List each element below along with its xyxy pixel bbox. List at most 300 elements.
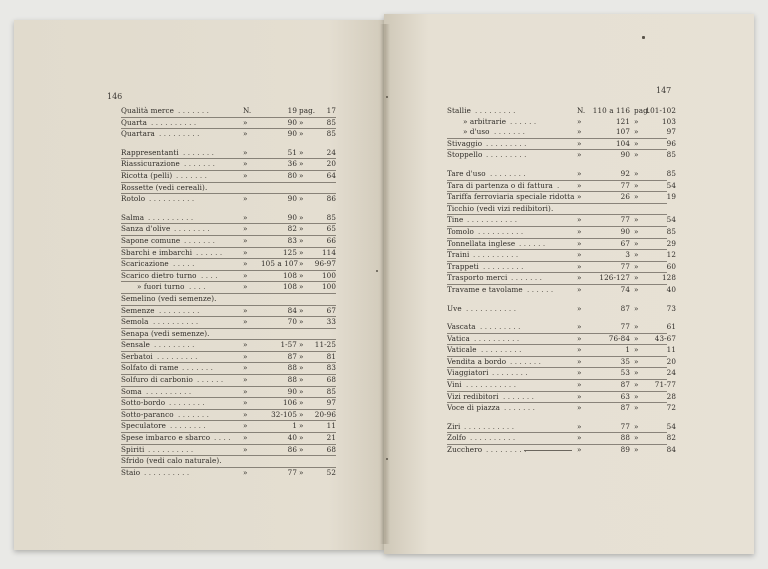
page-marker: » xyxy=(299,340,304,350)
dot-leader: . xyxy=(557,180,560,190)
entry-page: 67 xyxy=(326,305,336,315)
entry-term: Stallie xyxy=(447,106,471,115)
index-entry xyxy=(121,129,336,140)
entry-term: Sotto-paranco xyxy=(121,409,174,419)
page-marker: » xyxy=(634,215,639,225)
entry-number: 121 xyxy=(615,116,630,126)
dot-leader: . . . . . . . . . xyxy=(483,261,524,271)
entry-page: 28 xyxy=(666,391,676,401)
index-entry xyxy=(447,403,676,414)
entry-number-marker: » xyxy=(577,215,582,225)
entry-page: 97 xyxy=(666,127,676,137)
entry-number: 88 xyxy=(620,433,630,443)
section-gap xyxy=(447,314,667,322)
entry-number-marker: » xyxy=(577,380,582,390)
entry-page: 33 xyxy=(326,317,336,327)
entry-number-marker: » xyxy=(243,159,248,169)
entry-page: 85 xyxy=(326,212,336,222)
index-entry xyxy=(121,421,336,433)
page-marker: » xyxy=(634,445,639,455)
entry-page: 68 xyxy=(326,444,336,454)
entry-number: 106 xyxy=(282,398,297,408)
dot-leader: . . . . . . . . . . . xyxy=(464,421,515,431)
right-page xyxy=(384,14,754,554)
entry-term: Tomolo xyxy=(447,226,474,236)
index-entry xyxy=(121,213,336,225)
entry-term: Sbarchi e imbarchi xyxy=(121,247,193,257)
entry-page: 101-102 xyxy=(645,106,676,115)
entry-term: Quarta xyxy=(121,117,148,127)
entry-term: Ticchio (vedi vizi redibitori). xyxy=(447,203,554,213)
entry-page: 24 xyxy=(326,147,336,157)
page-marker: » xyxy=(299,398,304,408)
entry-number: 89 xyxy=(620,445,630,455)
entry-number: 63 xyxy=(620,391,630,401)
page-marker: » xyxy=(634,284,639,294)
entry-term: Scarico dietro turno xyxy=(121,270,197,280)
entry-page: 114 xyxy=(321,247,336,257)
entry-number: 90 xyxy=(287,194,297,204)
index-entry xyxy=(447,303,676,315)
page-marker: pag. xyxy=(634,106,651,115)
index-entry xyxy=(121,159,336,171)
entry-number-marker: » xyxy=(577,322,582,332)
dot-leader: . . . . . xyxy=(173,259,195,269)
entry-number: 110 a 116 xyxy=(592,106,630,115)
page-marker: » xyxy=(299,129,304,139)
entry-number: 53 xyxy=(620,368,630,378)
page-marker: » xyxy=(634,127,639,137)
entry-term: Solfato di rame xyxy=(121,363,179,373)
entry-term: Quartara xyxy=(121,129,155,139)
entry-page: 65 xyxy=(326,224,336,234)
section-gap xyxy=(121,205,336,213)
entry-number: 90 xyxy=(287,386,297,396)
entry-number-marker: » xyxy=(577,303,582,313)
entry-number-marker: » xyxy=(577,403,582,413)
entry-number: 90 xyxy=(620,150,630,160)
entry-term: Tara di partenza o di fattura xyxy=(447,180,553,190)
dot-leader: . . . . . . . . . . xyxy=(151,117,197,127)
entry-page: 85 xyxy=(666,168,676,178)
dot-leader: . . . . . . . . . xyxy=(486,150,527,160)
dot-leader: . . . . . . . . xyxy=(492,368,528,378)
index-entry xyxy=(447,322,676,334)
entry-number: 67 xyxy=(620,238,630,248)
entry-number: 77 xyxy=(620,322,630,332)
dot-leader: . . . . . . xyxy=(196,247,223,257)
entry-term: Vendita a bordo xyxy=(447,356,507,366)
entry-number: 82 xyxy=(287,224,297,234)
entry-number-marker: » xyxy=(243,224,248,234)
index-entry xyxy=(121,271,336,283)
entry-term: Soma xyxy=(121,386,142,396)
entry-number: 87 xyxy=(620,403,630,413)
page-marker: » xyxy=(299,147,304,157)
entry-term: » fuori turno xyxy=(137,282,185,292)
entry-page: 85 xyxy=(666,226,676,236)
index-entry xyxy=(121,148,336,160)
book-gutter xyxy=(380,24,390,544)
entry-page: 64 xyxy=(326,170,336,180)
index-entry xyxy=(121,398,336,410)
entry-number: 90 xyxy=(287,117,297,127)
page-marker: » xyxy=(634,433,639,443)
entry-page: 100 xyxy=(321,282,336,292)
page-marker: » xyxy=(299,235,304,245)
page-marker: » xyxy=(299,212,304,222)
page-marker: » xyxy=(634,150,639,160)
entry-page: 86 xyxy=(326,194,336,204)
page-marker: pag. xyxy=(299,106,316,115)
entry-page: 29 xyxy=(666,238,676,248)
entry-page: 71-77 xyxy=(654,380,676,390)
index-entry xyxy=(121,468,336,479)
index-entry xyxy=(121,183,336,195)
index-entry xyxy=(121,236,336,248)
entry-page: 96 xyxy=(666,138,676,148)
dot-leader: . . . . . . . . . . xyxy=(470,433,516,443)
index-entry xyxy=(447,421,676,434)
page-marker: » xyxy=(299,317,304,327)
entry-number: 77 xyxy=(620,180,630,190)
dot-leader: . . . . . . . . . xyxy=(159,129,200,139)
entry-term: Ricotta (pelli) xyxy=(121,170,173,180)
index-entry xyxy=(121,306,336,318)
entry-term: Vatica xyxy=(447,333,470,343)
entry-page: 82 xyxy=(666,433,676,443)
entry-number: 88 xyxy=(287,363,297,373)
page-marker: » xyxy=(299,409,304,419)
entry-number: 105 a 107 xyxy=(261,259,299,269)
entry-number-marker: » xyxy=(577,226,582,236)
dot-leader: . . . . . . . xyxy=(494,127,526,137)
page-marker: » xyxy=(634,368,639,378)
entry-term: Zucchero xyxy=(447,445,483,455)
entry-page: 20-96 xyxy=(314,409,336,419)
entry-number-marker: » xyxy=(243,247,248,257)
dot-leader: . . . . . . xyxy=(510,116,537,126)
index-entry xyxy=(447,333,676,346)
entry-number-marker: » xyxy=(243,340,248,350)
entry-number-marker: » xyxy=(243,194,248,204)
entry-number-marker: » xyxy=(577,345,582,355)
entry-term: Trasporto merci xyxy=(447,273,508,283)
index-entry xyxy=(447,391,676,404)
page-marker: » xyxy=(299,282,304,292)
index-entry xyxy=(447,380,676,392)
dot-leader: . . . . . . . xyxy=(178,409,210,419)
entry-number: 36 xyxy=(287,159,297,169)
page-marker: » xyxy=(299,351,304,361)
dot-leader: . . . . . . . xyxy=(183,147,215,157)
entry-term: Sotto-bordo xyxy=(121,398,166,408)
entry-number-marker: » xyxy=(577,368,582,378)
entry-term: Tariffa ferroviaria speciale ridotta xyxy=(447,192,575,202)
entry-term: Viaggiatori xyxy=(447,368,489,378)
entry-term: Scaricazione xyxy=(121,259,169,269)
index-entry xyxy=(121,282,336,294)
index-entry xyxy=(121,387,336,399)
dot-leader: . . . . . . . xyxy=(182,363,214,373)
page-marker: » xyxy=(634,250,639,260)
paper-speck xyxy=(376,270,378,272)
entry-term: Sensale xyxy=(121,340,151,350)
entry-page: 68 xyxy=(326,375,336,385)
entry-number-marker: N. xyxy=(243,106,252,115)
dot-leader: . . . . . . . xyxy=(176,170,208,180)
page-marker: » xyxy=(299,259,304,269)
entry-term: Tonnellata inglese xyxy=(447,238,516,248)
section-gap xyxy=(447,296,667,304)
page-marker: » xyxy=(299,159,304,169)
entry-page: 97 xyxy=(326,398,336,408)
dot-leader: . . . . . . . xyxy=(504,403,536,413)
entry-number-marker: » xyxy=(577,180,582,190)
entry-term: Travame e tavolame xyxy=(447,284,523,294)
entry-page: 54 xyxy=(666,215,676,225)
index-entry xyxy=(121,375,336,387)
entry-number: 126-127 xyxy=(599,273,630,283)
dot-leader: . . . . . . . xyxy=(184,235,216,245)
dot-leader: . . . . . . . . . . xyxy=(148,212,194,222)
entry-number-marker: » xyxy=(243,317,248,327)
page-marker: » xyxy=(299,270,304,280)
entry-page: 85 xyxy=(666,150,676,160)
index-entry xyxy=(121,445,336,457)
entry-term: Uve xyxy=(447,303,462,313)
page-marker: » xyxy=(634,261,639,271)
dot-leader: . . . . xyxy=(214,433,231,443)
index-entry xyxy=(447,345,676,357)
entry-term: Qualità merce xyxy=(121,106,174,115)
entry-number-marker: » xyxy=(577,356,582,366)
dot-leader: . . . . . . . . . . xyxy=(474,333,520,343)
entry-number-marker: » xyxy=(577,127,582,137)
entry-page: 43-67 xyxy=(654,333,676,343)
entry-term: Semelino (vedi semenze). xyxy=(121,293,217,303)
index-entry xyxy=(121,106,336,118)
entry-term: Speculatore xyxy=(121,421,167,431)
entry-number: 86 xyxy=(287,444,297,454)
entry-number-marker: » xyxy=(577,168,582,178)
entry-number-marker: » xyxy=(577,250,582,260)
entry-term: Traini xyxy=(447,250,470,260)
section-gap xyxy=(121,140,336,148)
entry-page: 72 xyxy=(666,403,676,413)
entry-number-marker: » xyxy=(243,444,248,454)
entry-term: Senapa (vedi semenze). xyxy=(121,328,210,338)
entry-number-marker: » xyxy=(577,150,582,160)
index-list xyxy=(447,106,676,456)
page-marker: » xyxy=(299,363,304,373)
index-entry xyxy=(447,180,676,193)
entry-term: Trappeti xyxy=(447,261,479,271)
entry-page: 96-97 xyxy=(314,259,336,269)
entry-page: 66 xyxy=(326,235,336,245)
entry-number-marker: » xyxy=(577,192,582,202)
entry-number: 1 xyxy=(625,345,630,355)
dot-leader: . . . . . . . xyxy=(178,106,210,115)
dot-leader: . . . . . . . . . xyxy=(480,322,521,332)
dot-leader: . . . . . . . . xyxy=(169,398,205,408)
entry-number: 77 xyxy=(287,467,297,477)
entry-page: 85 xyxy=(326,129,336,139)
page-marker: » xyxy=(299,117,304,127)
entry-number-marker: » xyxy=(243,259,248,269)
entry-page: 54 xyxy=(666,180,676,190)
entry-number: 26 xyxy=(620,192,630,202)
entry-number-marker: N. xyxy=(577,106,586,115)
index-entry xyxy=(447,226,676,239)
entry-page: 103 xyxy=(661,116,676,126)
section-gap xyxy=(447,414,667,422)
page-marker: » xyxy=(299,386,304,396)
entry-page: 21 xyxy=(326,433,336,443)
dot-leader: . . . . . . . . . . xyxy=(148,444,194,454)
entry-term: Vaticale xyxy=(447,345,477,355)
page-marker: » xyxy=(634,138,639,148)
entry-page: 83 xyxy=(326,363,336,373)
entry-term: Spiriti xyxy=(121,444,145,454)
entry-term: Sapone comune xyxy=(121,235,181,245)
index-entry xyxy=(121,456,336,468)
entry-page: 17 xyxy=(326,106,336,115)
dot-leader: . . . . . . xyxy=(519,238,546,248)
entry-page: 100 xyxy=(321,270,336,280)
entry-page: 81 xyxy=(326,351,336,361)
dot-leader: . . . . . . . . . xyxy=(154,340,195,350)
index-entry xyxy=(447,204,667,216)
entry-number: 77 xyxy=(620,261,630,271)
entry-term: Ziri xyxy=(447,421,461,431)
page-marker: » xyxy=(634,226,639,236)
entry-term: Salma xyxy=(121,212,145,222)
entry-number-marker: » xyxy=(243,282,248,292)
entry-number: 104 xyxy=(615,138,630,148)
dot-leader: . . . . . . . . . xyxy=(481,345,522,355)
index-entry xyxy=(121,294,336,306)
page-marker: » xyxy=(299,170,304,180)
index-entry xyxy=(121,317,336,329)
dot-leader: . . . . . . . . xyxy=(174,224,210,234)
dot-leader: . . . . . . . xyxy=(184,159,216,169)
entry-number: 107 xyxy=(615,127,630,137)
entry-number-marker: » xyxy=(243,409,248,419)
entry-number-marker: » xyxy=(243,467,248,477)
index-entry xyxy=(447,138,676,151)
entry-number: 51 xyxy=(287,147,297,157)
entry-number: 1 xyxy=(292,421,297,431)
page-marker: » xyxy=(634,180,639,190)
entry-number-marker: » xyxy=(577,333,582,343)
entry-number-marker: » xyxy=(243,147,248,157)
entry-page: 11-25 xyxy=(314,340,336,350)
entry-number-marker: » xyxy=(243,375,248,385)
index-entry xyxy=(447,433,676,445)
page-marker: » xyxy=(299,194,304,204)
entry-number-marker: » xyxy=(577,421,582,431)
entry-number-marker: » xyxy=(243,117,248,127)
index-entry xyxy=(121,329,336,341)
entry-term: Semenze xyxy=(121,305,155,315)
entry-term: Tare d'uso xyxy=(447,168,486,178)
entry-number-marker: » xyxy=(577,273,582,283)
index-entry xyxy=(447,168,676,181)
entry-term: » d'uso xyxy=(463,127,490,137)
entry-term: » arbitrarie xyxy=(463,116,507,126)
entry-term: Tine xyxy=(447,215,464,225)
page-marker: » xyxy=(634,238,639,248)
entry-number: 74 xyxy=(620,284,630,294)
entry-number-marker: » xyxy=(243,421,248,431)
entry-number-marker: » xyxy=(243,129,248,139)
index-entry xyxy=(447,150,676,161)
section-gap xyxy=(447,161,667,169)
entry-page: 12 xyxy=(666,250,676,260)
entry-number: 77 xyxy=(620,215,630,225)
entry-page: 60 xyxy=(666,261,676,271)
entry-number-marker: » xyxy=(243,270,248,280)
page-marker: » xyxy=(634,273,639,283)
entry-term: Voce di piazza xyxy=(447,403,501,413)
dot-leader: . . . . . . . . . xyxy=(475,106,516,115)
page-marker: » xyxy=(634,391,639,401)
dot-leader: . . . . . . . . . xyxy=(486,445,527,455)
entry-number: 90 xyxy=(287,129,297,139)
entry-term: Rotolo xyxy=(121,194,146,204)
index-entry xyxy=(447,116,676,128)
page-marker: » xyxy=(634,356,639,366)
entry-number-marker: » xyxy=(243,363,248,373)
entry-number: 90 xyxy=(287,212,297,222)
index-entry xyxy=(121,340,336,352)
entry-term: Spese imbarco e sbarco xyxy=(121,433,211,443)
dot-leader: . . . . xyxy=(189,282,206,292)
entry-number-marker: » xyxy=(243,433,248,443)
index-entry xyxy=(121,410,336,422)
dot-leader: . . . . . . . . . . . xyxy=(466,303,517,313)
dot-leader: . . . . xyxy=(201,270,218,280)
entry-number-marker: » xyxy=(243,305,248,315)
index-entry xyxy=(447,215,676,227)
dot-leader: . . . . . . . xyxy=(511,273,543,283)
entry-term: Vini xyxy=(447,380,462,390)
index-entry xyxy=(447,238,676,251)
dot-leader: . . . . . . . . . . xyxy=(149,194,195,204)
page-number: 147 xyxy=(656,86,672,95)
dot-leader: . . . . . . . . . . xyxy=(144,467,190,477)
entry-number: 40 xyxy=(287,433,297,443)
page-marker: » xyxy=(299,433,304,443)
dot-leader: . . . . . . . . . xyxy=(157,351,198,361)
left-page xyxy=(14,20,384,550)
page-marker: » xyxy=(634,303,639,313)
page-marker: » xyxy=(634,380,639,390)
page-marker: » xyxy=(634,322,639,332)
entry-number: 19 xyxy=(287,106,297,115)
entry-number-marker: » xyxy=(577,116,582,126)
entry-page: 20 xyxy=(326,159,336,169)
entry-page: 85 xyxy=(326,117,336,127)
entry-number-marker: » xyxy=(243,212,248,222)
entry-number: 32-105 xyxy=(271,409,297,419)
entry-page: 52 xyxy=(326,467,336,477)
entry-number: 90 xyxy=(620,226,630,236)
entry-term: Riassicurazione xyxy=(121,159,180,169)
entry-page: 19 xyxy=(666,192,676,202)
entry-term: Stoppello xyxy=(447,150,483,160)
